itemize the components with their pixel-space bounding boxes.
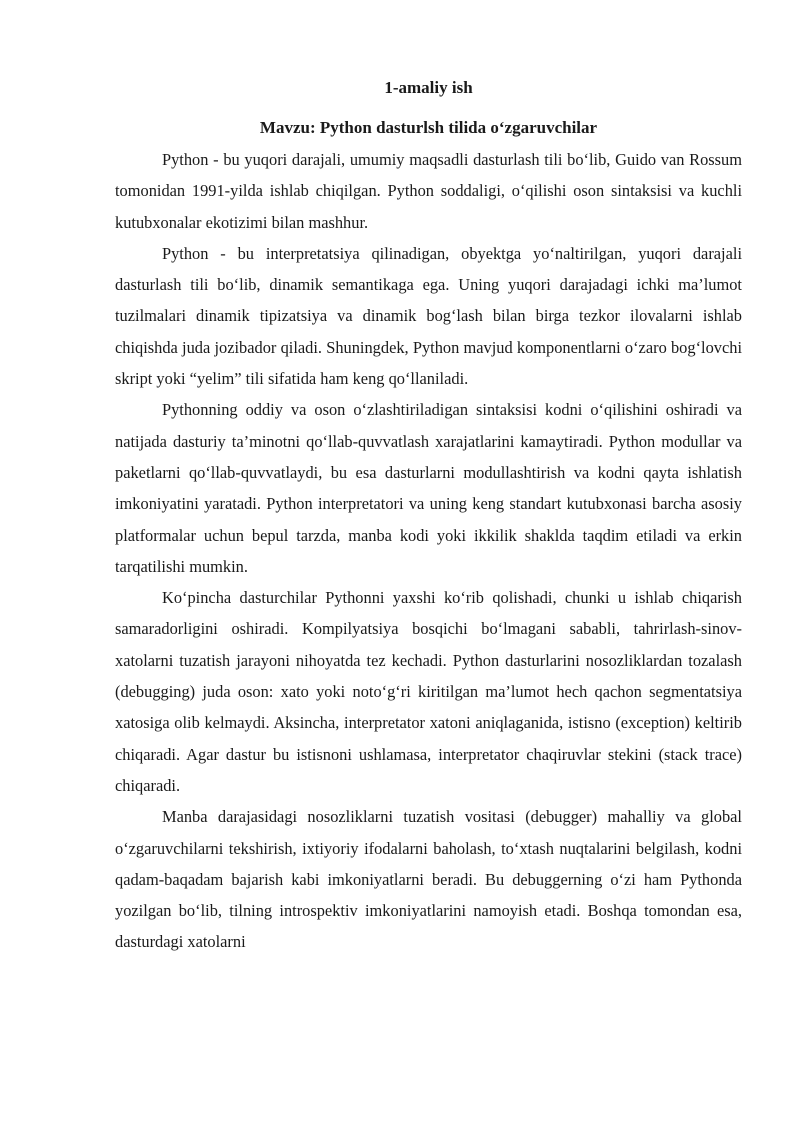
paragraph-2: Python - bu interpretatsiya qilinadigan, obyektga yo‘naltirilgan, yuqori darajali dasturlash tili bo‘lib, dinamik semantikaga ega. Uning yuqori darajadagi ichki ma’lumot tuzilmalari dinamik tipizatsiya va dinamik bog‘lash bilan birga tezkor ilovalarni ishlab chiqishda juda jozibador qiladi. Shuningdek, Python mavjud komponentlarni o‘zaro bog‘lovchi skript yoki “yelim” tili sifatida ham keng qo‘llaniladi. (115, 243, 742, 389)
paragraph-1: Python - bu yuqori darajali, umumiy maqsadli dasturlash tili bo‘lib, Guido van Rossum tomonidan 1991-yilda ishlab chiqilgan. Python soddaligi, o‘qilishi oson sintaksisi va kuchli kutubxonalar ekotizimi bilan mashhur. (115, 150, 742, 232)
paragraph-5: Manba darajasidagi nosozliklarni tuzatish vositasi (debugger) mahalliy va global o‘zgaruvchilarni tekshirish, ixtiyoriy ifodalarni baholash, to‘xtash nuqtalarini belgilash, kodni qadam-baqadam bajarish kabi imkoniyatlarni beradi. Bu debuggerning o‘zi ham Pythonda yozilgan bo‘lib, tilning introspektiv imkoniyatlarini namoyish etadi. Boshqa tomondan esa, dasturdagi xatolarni (115, 807, 742, 952)
paragraph-3: Pythonning oddiy va oson o‘zlashtiriladigan sintaksisi kodni o‘qilishini oshiradi va natijada dasturiy ta’minotni qo‘llab-quvvatlash xarajatlarini kamaytiradi. Python modullar va paketlarni qo‘llab-quvvatlaydi, bu esa dasturlarni modullashtirish va kodni qayta ishlatish imkoniyatini yaratadi. Python interpretatori va uning keng standart kutubxonasi barcha asosiy platformalar uchun bepul tarzda, manba kodi yoki ikkilik shaklda taqdim etiladi va erkin tarqatilishi mumkin. (115, 400, 742, 576)
document-subtitle: Mavzu: Python dasturlsh tilida o‘zgaruvchilar (259, 118, 598, 137)
paragraph-4: Ko‘pincha dasturchilar Pythonni yaxshi ko‘rib qolishadi, chunki u ishlab chiqarish samaradorligini oshiradi. Kompilyatsiya bosqichi bo‘lmagani sababli, tahrirlash-sinov-xatolarni tuzatish jarayoni nihoyatda tez kechadi. Python dasturlarini nosozliklardan tozalash (debugging) juda oson: xato yoki noto‘g‘ri kiritilgan ma’lumot hech qachon segmentatsiya xatosiga olib kelmaydi. Aksincha, interpretator xatoni aniqlaganida, istisno (exception) keltirib chiqaradi. Agar dastur bu istisnoni ushlamasa, interpretator chaqiruvlar stekini (stack trace) chiqaradi. (115, 588, 742, 795)
document-title: 1-amaliy ish (384, 78, 473, 97)
document-body (115, 74, 742, 958)
